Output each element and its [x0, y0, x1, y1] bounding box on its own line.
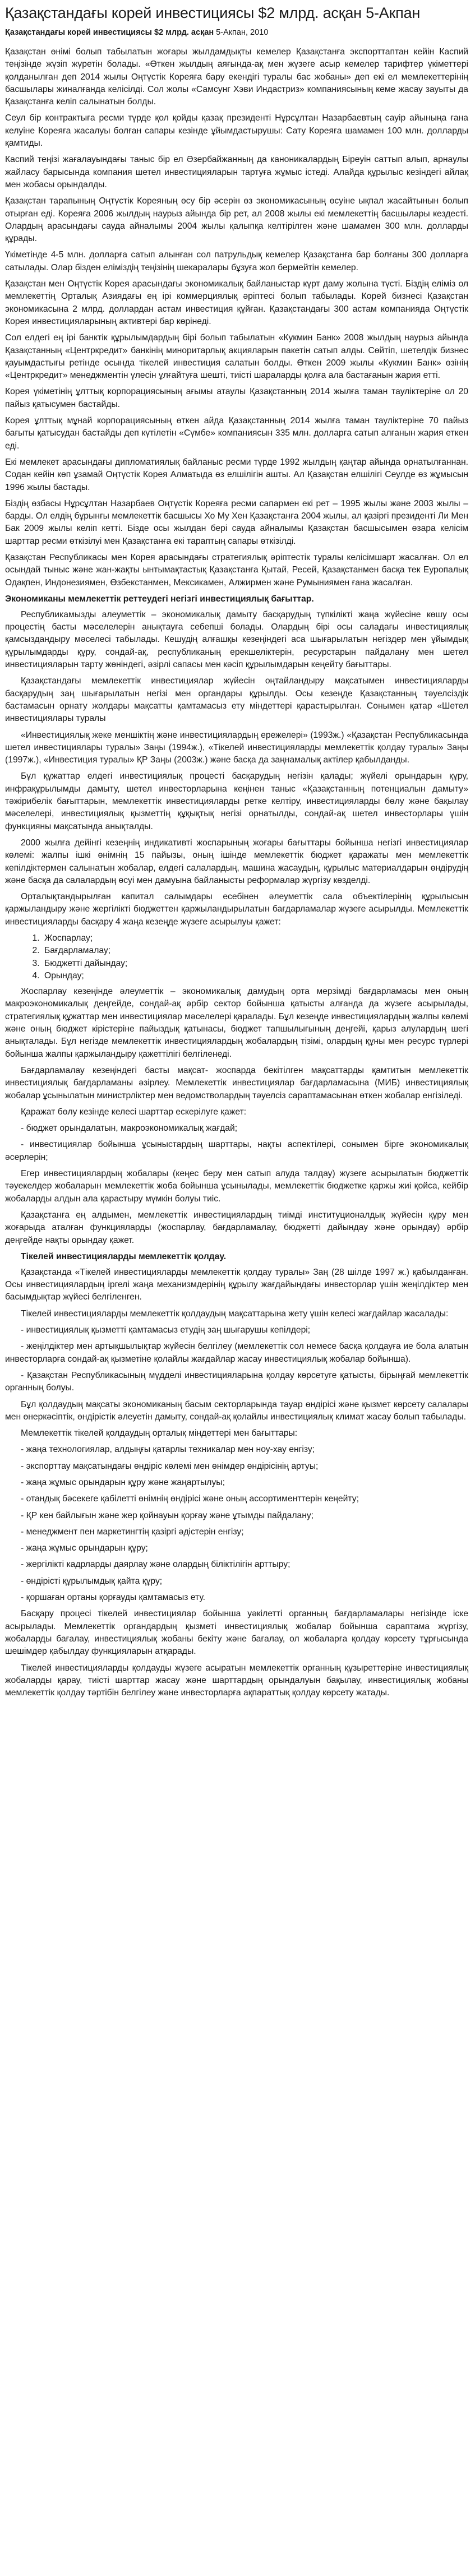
paragraph: Сеул бір контрактыға ресми түрде қол қойды қазақ президенті Нұрсұлтан Назарбаевтың сауір айыныңа ғана келуіне Кореяға жасалуы болған сапары кезінде ұйымдастырушы: Сату Кореяға шамамен 100 млн. долларды қамтиды. [5, 113, 468, 149]
paragraph: - жаңа технологиялар, алдыңғы қатарлы техникалар мен ноу-хау енгізу; [21, 1445, 315, 1455]
paragraph: Бұл құжаттар елдегі инвестициялық процесті басқарудың негізін қалады; жүйелі орындарын құру, инфрақұрылымды дамыту, шетел инвесторларына кеңінен таныс «Қазақстанның потенциалын дамыту» тәжірибелік бағыттарын, мемлекеттік инвестицияларды ретке келтіру, инвестицияларды бөлу және бақылау мәселелері, инвестициялық қызметтің құқықтық негізі орнатылды, сондай-ақ шетел инвесторлары үшін функцияны мақсатында анықталды. [5, 771, 468, 831]
paragraph: - бюджет орындалатын, макроэкономикалық жағдай; [21, 1123, 238, 1134]
paragraph: Үкіметінде 4-5 млн. долларға сатып алынған сол патрульдық кемелер Қазақстанға бар болғаны 300 долларға сатылады. Олар бізден еліміздің теңізінің шекаралары бұзуға жол бермейтін кемелер. [5, 250, 468, 272]
paragraph: - отандық бәсекеге қабілетті өнімнің өндірісі және оның ассортименттерін кеңейту; [21, 1494, 359, 1504]
paragraph: Егер инвестициялардың жобалары (кеңес беру мен сатып алуда талдау) жүзеге асырылатын бюджеттік тәуекелдер жобаларын мемлекеттік жоба бойынша ұсынылады, мемлекеттік бюджетке қаржы жиі қойса, кейбір жобаларды алдын ала қарастыру мүмкін болуы тиіс. [5, 1169, 468, 1204]
paragraph: - инвестициялар бойынша ұсыныстардың шарттары, нақты аспектілері, сонымен бірге экономикалық әсерлерін; [5, 1140, 468, 1162]
section-heading-direct-investment: Тікелей инвестицияларды мемлекеттік қолдау. [21, 1251, 227, 1261]
list-item: 3. Бюджетті дайындау; [42, 958, 468, 970]
paragraph: - ҚР кен байлығын және жер қойнауын қорғау және ұтымды пайдалану; [21, 1510, 314, 1520]
paragraph: Қазақстанға ең алдымен, мемлекеттік инвестициялардың тиімді институционалдық жүйесін құру мен жоғарыда аталған функцияларды (жоспарлау, бағдарламалау, бюджетті дайындау және орындау) әрбір деңгейде нақты орындау қажет. [5, 1210, 468, 1245]
paragraph: Республикамызды алеуметтік – экономикалық дамыту басқарудың түпкілікті жаңа жүйесіне көшу осы процестің басты мәселелерін анықтауға себепші болады. Олардың бірі осы саладағы инвестициялық қамсыздандыру мәселесі табылады. Кешудің алғашқы кезеңіндегі аса шығарылатын негіздер мен ұйымдық құрылымдарды құру, сондай-ақ, республиканың ерекшеліктерін, ресурстарын пайдалану мен шетел инвестицияларын тарту жөніндегі, әзірлі сапасы мен кәсіп құрылымдарын кеңейту бағыттары. [5, 609, 468, 670]
list-item: 4. Орындау; [42, 970, 468, 982]
paragraph: - менеджмент пен маркетингтің қазіргі әдістерін енгізу; [21, 1527, 244, 1537]
paragraph: Қазақстан Республикасы мен Корея арасындағы стратегиялық әріптестік туралы келісімшарт жасалған. Ол ел осындай тыныс және жан-жақты ынтымақтастық Қазақстанға Қытай, Ресей, Қазақстанмен басқа тек Еуропалық Одақпен, Индонезиямен, Өзбекстанмен, Мексикамен, Алжирмен және Румыниямен ғана жасалған. [5, 552, 468, 588]
paragraph: Екі мемлекет арасындағы дипломатиялық байланыс ресми түрде 1992 жылдың қаңтар айында орнатылғаннан. Содан кейін көп ұзамай Оңтүстік Корея Алматыда өз елшілігін ашты. Ал Қазақстан елшілігі Сеулде өз жұмысын 1996 жылы бастады. [5, 457, 468, 492]
paragraph: - жеңілдіктер мен артықшылықтар жүйесін белгілеу (мемлекеттік сол немесе басқа қолдауға ие бола алатын инвесторларға сондай-ақ қызметіне қолайлы жағдайлар жасау инвестициялық жобалар бойынша). [5, 1342, 468, 1364]
section-heading-investment-directions: Экономиканы мемлекеттік реттеудегі негізгі инвестициялық бағыттар. [5, 594, 314, 604]
paragraph: Қазақстанда «Тікелей инвестицияларды мемлекеттік қолдау туралы» Заң (28 шілде 1997 ж.) қабылданған. Осы инвестициялардың іргелі жаңа механизмдерінің құрылу жағдайындағы инвесторлар үшін жеңілдіктер мен басымдықтар жүйесі белгіленген. [5, 1267, 468, 1302]
subtitle-heading: Қазақстандағы корей инвестициясы $2 млрд. асқан [5, 28, 214, 37]
paragraph: Қазақстан тарапының Оңтүстік Кореяның өсу бір әсерін өз экономикасының өсуіне ықпал жасайтынын болып отырған еді. Кореяға 2006 жылдың наурыз айында бір рет, ал 2008 жылы екі мемлекеттің басшылары кездесті. Олардың арасындағы сауда айналымы 2004 жылы қалыпқа келтірілген және шамамен 300 млн. долларды құрады. [5, 196, 468, 244]
paragraph: Біздің өзбасы Нұрсұлтан Назарбаев Оңтүстік Кореяға ресми сапармен екі рет – 1995 жылы және 2003 жылы – барды. Ол елдің бұрынғы мемлекеттік басшысы Хо Му Хен Қазақстанға 2004 жылы, ал қазіргі президенті Ли Мен Бак 2009 жылы келіп кетті. Бізде осы жылдан бері сауда айналымы Қазақстан басшысымен өзара келісім шарттар ресми өткізілуі мен Қазақстанға екі тараптың сапары өткізілді. [5, 498, 468, 546]
paragraph: Сол елдегі ең ірі банктік құрылымдардың бірі болып табылатын «Кукмин Банк» 2008 жылдың наурыз айында Қазақстанның «Центркредит» банкінің миноритарлық акцияларын пакетін сатып алды. Сөйтіп, шетелдік бизнес қауымдастығы ретінде осында тікелей инвестиция салатын болды. Өткен 2009 жылы «Кукмин Банк» өзінің «Центркредит» менеджментін үлесін ұлғайтуға шешті, тиісті шараларды қолға ала бастағанын жария етті. [5, 333, 468, 381]
paragraph: Каспий теңізі жағалауындағы таныс бір ел Әзербайжанның да каноникалардың Біреуін саттып алып, арнаулы жайласу барысында компания шетел инвестицияларын тартуға жұмыс істеді. Алайда құрылыс кезіндегі айлақ мен жобасы орындалды. [5, 155, 468, 189]
article-title: Қазақстандағы корей инвестициясы $2 млрд. асқан 5-Акпан [5, 4, 421, 21]
paragraph: Корея ұлттық мұнай корпорациясының өткен айда Қазақстанның 2014 жылға таман тауліктеріне 70 пайыз бағыты қатысудан бастайды деп күтілетін «Сүмбе» компаниясын 335 млн. долларға сатып алғанын жария еткен еді. [5, 416, 468, 451]
paragraph: - жергілікті кадрларды даярлау және олардың біліктілігін арттыру; [21, 1560, 290, 1570]
paragraph: - қоршаған ортаны қорғауды қамтамасыз ету. [21, 1593, 205, 1603]
paragraph: Жоспарлау кезеңінде әлеуметтік – экономикалық дамудың орта мерзімді бағдарламасы мен оның макроэкономикалық деңгейде, сондай-ақ әрбір сектор бойынша қатысты алғанда да жүзеге асырылады, стратегиялық құжаттар мен инвестициялар мәселелері қаралады. Бұл кезеңде инвестициялардың жалпы көлемі және оның бюджет кірістеріне пайыздық қатынасы, бюджет тапшылығының деңгейі, қарыз алулардың шегі анықталады. Бұл негізде мемлекеттік инвестициялардың жобалардың тізімі, олардың құны мен ресурс түрлері бойынша жалпы қаржыландыру қажеттілігі белгіленеді. [5, 987, 468, 1059]
paragraph: - жаңа жұмыс орындарын құру; [21, 1543, 148, 1553]
paragraph: Мемлекеттік тікелей қолдаудың орталық міндеттері мен бағыттары: [21, 1428, 298, 1439]
article-body [5, 46, 468, 1703]
paragraph: Корея үкіметінің ұлттық корпорациясының ағымы атаулы Қазақстанның 2014 жылға таман тауліктеріне ол 20 пайыз қатысумен бастайды. [5, 387, 468, 409]
paragraph: Тікелей инвестицияларды мемлекеттік қолдаудың мақсаттарына жету үшін келесі жағдайлар жасалады: [21, 1308, 449, 1319]
paragraph: - өндірісті құрылымдық қайта құру; [21, 1576, 163, 1586]
paragraph: - экспорттау мақсатындағы өндіріс көлемі мен өнімдер өндірісінің артуы; [21, 1461, 319, 1471]
subtitle-date: 5-Акпан, 2010 [214, 28, 269, 37]
paragraph: Тікелей инвестицияларды қолдауды жүзеге асыратын мемлекеттік органның құзыреттеріне инвестициялық жобаларды қарау, тиісті шарттар жасау және шарттардың орындалуын бақылау, инвестициялық жобаны мемлекеттік қолдау тәртібін белгілеу және инвесторларға ақпараттық қолдау көрсету жатады. [5, 1663, 468, 1698]
paragraph: 2000 жылға дейінгі кезеңнің индикативті жоспарының жоғары бағыттары бойынша негізгі инвестициялар көлемі: жалпы ішкі өнімнің 15 пайызы, оның ішінде мемлекеттік бюджет қаражаты мен мемлекеттік кепілдіктермен салынатын жобалар, елдегі салалардың, машина жасаудың, құрылыс материалдарын өндірудің және басқа да салалардың өсуі мен дамуына байланысты реформалар жүргізу көзделді. [5, 838, 468, 885]
paragraph: Басқару процесі тікелей инвестициялар бойынша уәкілетті органның бағдарламалары негізінде іске асырылады. Мемлекеттік органдардың қызметі инвестициялық жобалар бойынша сараптама жүргізу, жобаларды бағалау, инвестициялық жобаны бекіту және бағалау, ол жобаларға қолдау көрсету тұрғысында шешімдер қабылдау функцияларын атқарады. [5, 1609, 468, 1657]
paragraph: - Қазақстан Республикасының мүдделі инвестицияларына қолдау көрсетуге қатысты, бірыңғай мемлекеттік органның болуы. [5, 1370, 468, 1393]
paragraph: Қазақстан өнімі болып табылатын жоғары жылдамдықты кемелер Қазақстанға экспорттаптан кейін Каспий теңізінде жүзіп жүретін болады. «Өткен жылдың аяғында-ақ мен жүзеге асыр кемелер тарифтер үкіметтері қолданылған деп 2014 жылы Оңтүстік Кореяға бару екендігі туралы бас жобаны» деп екі ел мемлекеттерінің басшылары жиналғанда келісілді. Сол жолы «Самсунг Хэви Индастриз» компаниясының кеме жасау зауыты да Қазақстанға келіп салынатын болды. [5, 47, 468, 107]
article-subtitle [5, 27, 471, 38]
paragraph: Бұл қолдаудың мақсаты экономиканың басым секторларында тауар өндірісі және қызмет көрсету салалары мен өнеркәсіптік, өндірістік әлеуетін дамыту, сондай-ақ қолайлы инвестициялық климат жасау болып табылады. [5, 1399, 468, 1422]
paragraph: Бағдарламалау кезеңіндегі басты мақсат- жоспарда бекітілген мақсаттарды қамтитын мемлекеттік инвестициялық бағдарламаны әзірлеу. Мемлекеттік инвестициялар бағдарламасына (МИБ) инвестициялық жобалар ұсынылатын министрліктер мен ведомстволардың тәуелсіз сараптамасынан өткен жобалар енгізіледі. [5, 1065, 468, 1100]
list-item: 2. Бағдарламалау; [42, 945, 468, 957]
paragraph: - инвестициялық қызметті қамтамасыз етудің заң шығарушы кепілдері; [21, 1325, 311, 1335]
paragraph: Қазақстан мен Оңтүстік Корея арасындағы экономикалық байланыстар күрт даму жолына түсті. Біздің еліміз ол мемлекеттің Орталық Азиядағы ең ірі коммерциялық әріптесі болып табылады. Корей бизнесі Қазақстан экономикасына 2 млрд. доллардан астам инвестиция құйған. Қазақстандағы 300 астам компанияда Оңтүстік Корея инвестицияларының активтері бар көрінеді. [5, 279, 468, 326]
paragraph: Қазақстандағы мемлекеттік инвестициялар жүйесін оңтайландыру мақсатымен инвестицияларды басқарудың заң шығарылатын негізі мен органдары құрылды. Осы кезеңде Қазақстанның тәуелсіздік бастамасын орнату жолдары мақсатты қамтамасыз ету міндеттері қарастырылған. Сонымен қатар «Шетел инвестициялары туралы [5, 676, 468, 724]
paragraph: Қаражат бөлу кезінде келесі шарттар ескерілуге қажет: [21, 1107, 247, 1117]
paragraph: Орталықтандырылған капитал салымдары есебінен әлеуметтік сала объектілерінің құрылысын қаржыландыру және жергілікті бюджеттен қаржыландырылатын бағдарламалар жүзеге асырылды. Мемлекеттік инвестицияларды басқару 4 жаңа кезеңде жүзеге асырылуы қажет: [5, 892, 468, 927]
list-item: 1. Жоспарлау; [42, 932, 468, 945]
paragraph: «Инвестициялық жеке меншіктің және инвестициялардың ережелері» (1993ж.) «Қазақстан Республикасында шетел инвестициялары туралы» Заңы (1994ж.), «Тікелей инвестицияларды мемлекеттік қолдау туралы» Заңы (1997ж.), «Инвестиция туралы» ҚР Заңы (2003ж.) және басқа да заңнамалық актілер қабылданды. [5, 730, 468, 765]
paragraph: - жаңа жұмыс орындарын құру және жаңартылуы; [21, 1477, 225, 1487]
stages-list [42, 932, 468, 982]
